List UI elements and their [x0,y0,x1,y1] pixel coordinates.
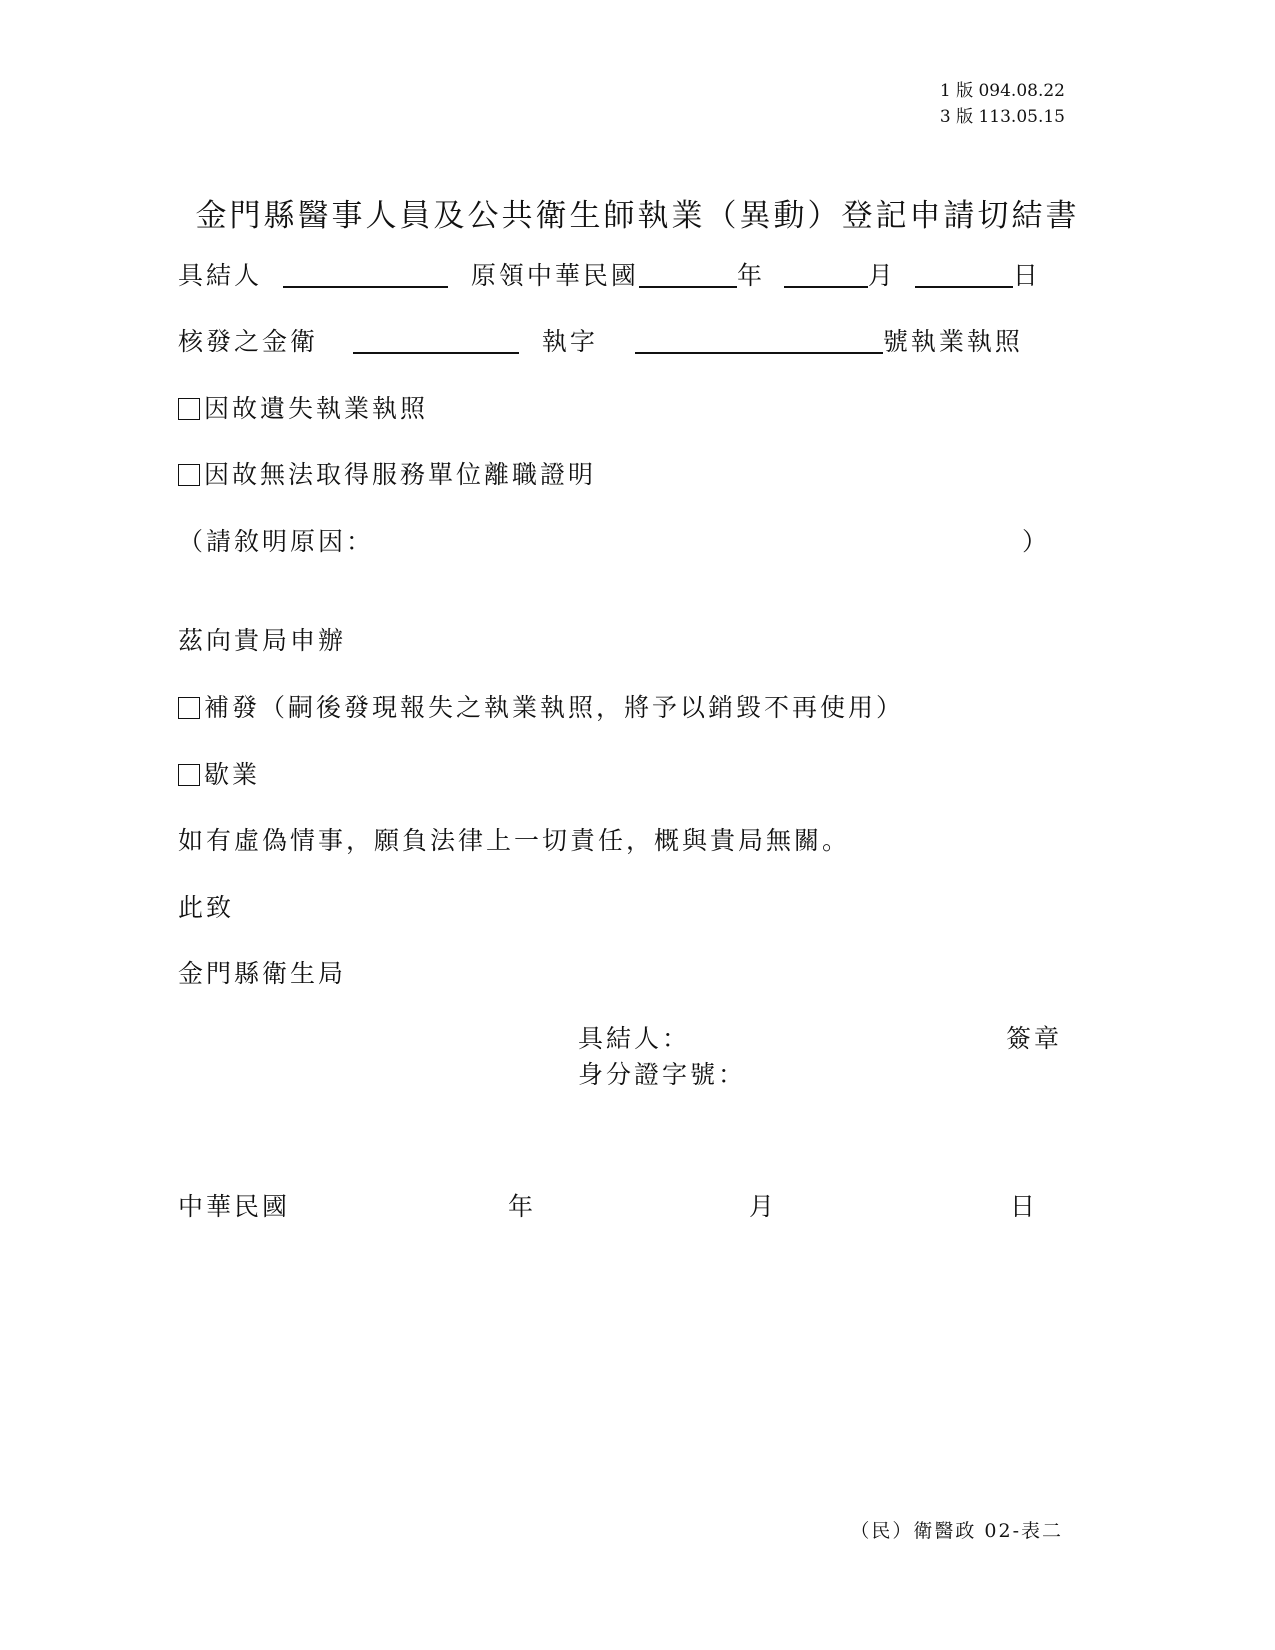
license-prefix-field[interactable] [353,328,519,354]
reason-item[interactable] [178,455,596,491]
license-number-field[interactable] [635,328,883,354]
option-label: 歇業 [204,760,261,789]
declarant-license-line [178,256,1041,292]
apply-intro: 茲向貴局申辦 [178,626,347,655]
lost-license-checkbox[interactable] [178,398,200,420]
issued-by-label: 核發之金衛 [178,327,319,356]
recipient: 金門縣衛生局 [178,959,347,988]
license-number-line [178,322,1023,358]
explain-open-label: （請敘明原因： [178,527,375,556]
salutation: 此致 [178,893,235,922]
form-code: （民）衛醫政 02-表二 [850,1520,1063,1542]
reissue-checkbox[interactable] [178,697,200,719]
reason-item[interactable] [178,389,428,425]
reason-label: 因故遺失執業執照 [204,394,429,423]
declarant-name-field[interactable] [283,262,448,288]
version-line-2: 3 版 113.05.15 [939,107,1065,127]
form-title: 金門縣醫事人員及公共衛生師執業（異動）登記申請切結書 [195,198,1080,234]
license-suffix-label: 號執業執照 [882,327,1023,356]
id-number-label: 身分證字號： [578,1060,747,1089]
option-item[interactable] [178,755,260,791]
year-label: 年 [736,261,765,290]
issue-day-field[interactable] [915,262,1013,288]
no-resignation-proof-checkbox[interactable] [178,464,200,486]
date-year-label: 年 [508,1192,537,1221]
explain-close: ） [1022,527,1051,556]
original-issue-label: 原領中華民國 [470,261,639,290]
declaration-text: 如有虛偽情事，願負法律上一切責任，概與貴局無關。 [178,826,851,855]
option-item[interactable] [178,688,904,724]
version-info [940,78,1065,130]
month-label: 月 [867,261,896,290]
date-month-label: 月 [749,1192,778,1221]
declarant-signature-label: 具結人： [578,1024,691,1053]
declarant-label: 具結人 [178,261,263,290]
seal-label: 簽章 [1006,1024,1063,1053]
issue-month-field[interactable] [784,262,868,288]
date-era-label: 中華民國 [178,1192,291,1221]
reason-label: 因故無法取得服務單位離職證明 [204,460,597,489]
zhi-zi-label: 執字 [541,327,598,356]
day-label: 日 [1012,261,1041,290]
reason-explanation [178,522,374,558]
version-line-1: 1 版 094.08.22 [939,81,1065,101]
issue-year-field[interactable] [639,262,737,288]
option-label: 補發（嗣後發現報失之執業執照，將予以銷毀不再使用） [204,693,905,722]
date-day-label: 日 [1010,1192,1039,1221]
suspend-practice-checkbox[interactable] [178,764,200,786]
